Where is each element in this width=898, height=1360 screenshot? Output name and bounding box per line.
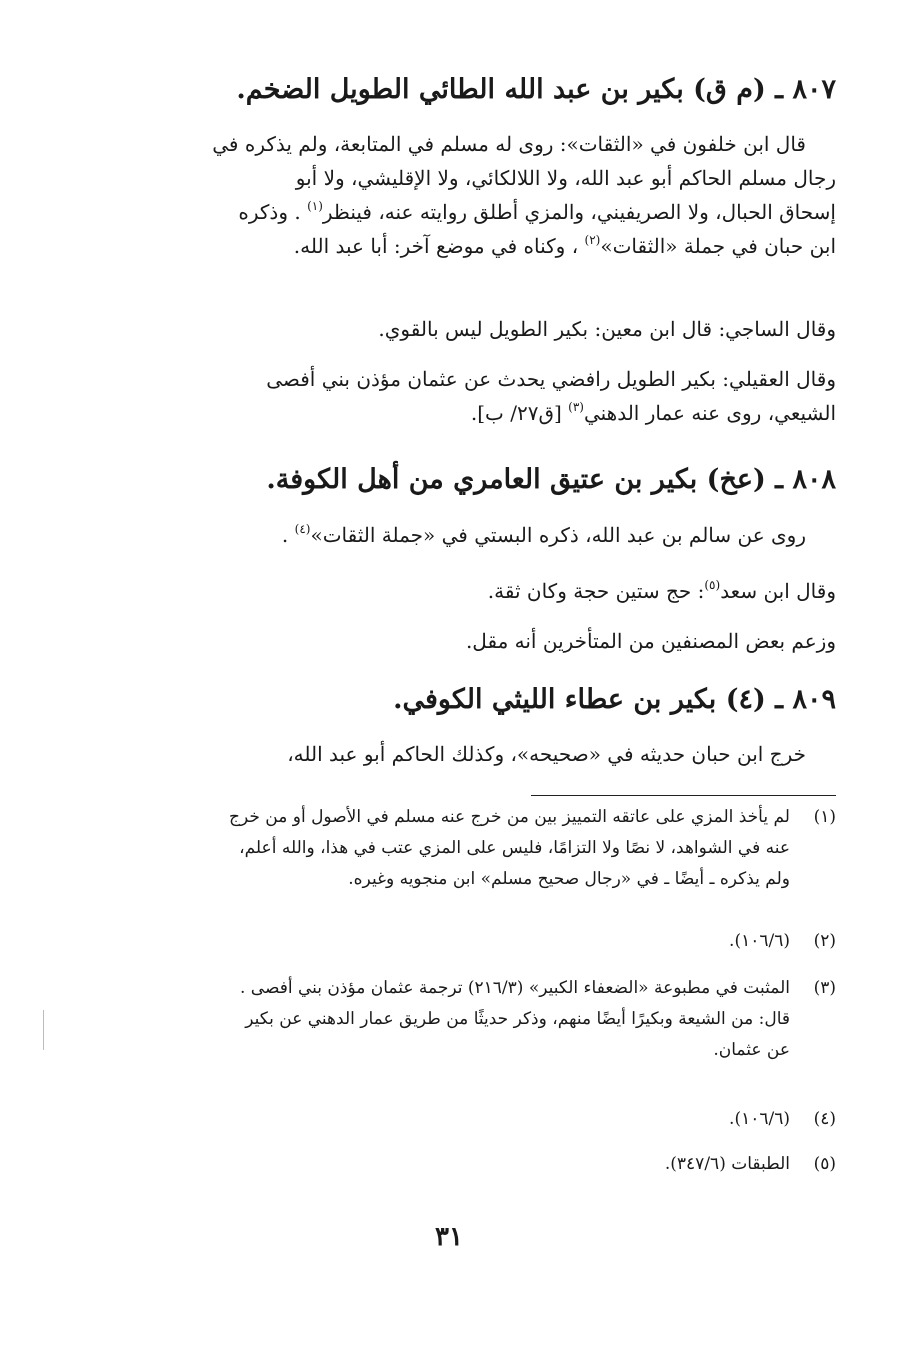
text-line: عنه في الشواهد، لا نصًا ولا التزامًا، فليس على المزي عتب في هذا، والله أعلم،: [239, 838, 790, 858]
page-number: ٣١: [435, 1222, 463, 1252]
footnote-number: (٢): [813, 931, 836, 951]
text-line: [132, 229, 836, 263]
text-segment: وقال ابن سعد: [720, 579, 836, 603]
footnote-text: [132, 973, 790, 1066]
text-line: الطبقات (٣٤٧/٦).: [664, 1154, 790, 1174]
text-segment: [ق٢٧/ ب].: [470, 401, 569, 425]
footnote-5: [132, 1149, 836, 1180]
footnote-ref-1[interactable]: (١): [307, 199, 323, 213]
text-segment: ابن حبان في جملة «الثقات»: [600, 234, 836, 258]
footnote-text: [132, 802, 790, 895]
scan-margin-mark: [43, 1010, 44, 1050]
text-line: [132, 574, 836, 608]
text-line: (١٠٦/٦).: [729, 1109, 790, 1129]
text-segment: ، وكناه في موضع آخر: أبا عبد الله.: [293, 234, 585, 258]
footnote-number: (١): [813, 807, 836, 827]
text-line: لم يأخذ المزي على عاتقه التمييز بين من خرج عنه مسلم في الأصول أو من خرج: [229, 807, 790, 827]
text-segment: . وذكره: [238, 200, 308, 224]
text-line: رجال مسلم الحاكم أبو عبد الله، ولا اللالكائي، ولا الإقليشي، ولا أبو: [295, 166, 836, 190]
text-line: وقال العقيلي: بكير الطويل رافضي يحدث عن عثمان مؤذن بني أفصى: [266, 367, 836, 391]
text-line: (١٠٦/٦).: [729, 931, 790, 951]
entry-809-paragraph-1: [132, 737, 836, 771]
entry-807-paragraph-2: [132, 312, 836, 346]
entry-809-heading: ٨٠٩ ـ (٤) بكير بن عطاء الليثي الكوفي.: [393, 684, 836, 715]
footnote-separator: [531, 795, 836, 796]
entry-808-paragraph-1: [132, 518, 836, 552]
footnote-text: [132, 1149, 790, 1180]
text-line: المثبت في مطبوعة «الضعفاء الكبير» (٢١٦/٣) ترجمة عثمان مؤذن بني أفصى .: [239, 978, 790, 998]
footnote-ref-2[interactable]: (٢): [584, 233, 601, 247]
footnote-text: [132, 1104, 790, 1135]
text-line: ولم يذكره ـ أيضًا ـ في «رجال صحيح مسلم» ابن منجويه وغيره.: [348, 869, 790, 889]
text-segment: إسحاق الحبال، ولا الصريفيني، والمزي أطلق روايته عنه، فينظر: [322, 200, 836, 224]
text-line: خرج ابن حبان حديثه في «صحيحه»، وكذلك الحاكم أبو عبد الله،: [287, 742, 806, 766]
footnote-number: (٥): [813, 1154, 836, 1174]
entry-808-paragraph-2: [132, 574, 836, 608]
entry-807-heading: ٨٠٧ ـ (م ق) بكير بن عبد الله الطائي الطويل الضخم.: [236, 74, 836, 105]
footnote-number: (٣): [813, 978, 836, 998]
text-line: [132, 518, 836, 552]
footnote-4: [132, 1104, 836, 1135]
entry-808-heading: ٨٠٨ ـ (عخ) بكير بن عتيق العامري من أهل الكوفة.: [266, 464, 836, 495]
text-line: قال: من الشيعة وبكيرًا أيضًا منهم، وذكر حديثًا من طريق عمار الدهني عن بكير: [245, 1009, 790, 1029]
footnote-1: [132, 802, 836, 895]
text-segment: : حج ستين حجة وكان ثقة.: [487, 579, 705, 603]
text-segment: روى عن سالم بن عبد الله، ذكره البستي في «جملة الثقات»: [310, 523, 806, 547]
entry-808-paragraph-3: [132, 624, 836, 658]
text-segment: الشيعي، روى عنه عمار الدهني: [583, 401, 836, 425]
footnote-3: [132, 973, 836, 1066]
footnote-ref-4[interactable]: (٤): [294, 522, 311, 536]
text-line: قال ابن خلفون في «الثقات»: روى له مسلم في المتابعة، ولم يذكره في: [212, 132, 806, 156]
footnote-text: [132, 926, 790, 957]
footnote-ref-3[interactable]: (٣): [568, 400, 584, 414]
text-line: [132, 396, 836, 430]
entry-807-paragraph-1: [132, 127, 836, 263]
text-line: وقال الساجي: قال ابن معين: بكير الطويل ليس بالقوي.: [378, 317, 836, 341]
footnote-ref-5[interactable]: (٥): [704, 578, 721, 592]
text-line: [132, 195, 836, 229]
footnote-number: (٤): [813, 1109, 836, 1129]
footnote-2: [132, 926, 836, 957]
entry-807-paragraph-3: [132, 362, 836, 430]
text-segment: .: [281, 523, 295, 547]
text-line: وزعم بعض المصنفين من المتأخرين أنه مقل.: [465, 629, 836, 653]
text-line: عن عثمان.: [713, 1040, 790, 1060]
